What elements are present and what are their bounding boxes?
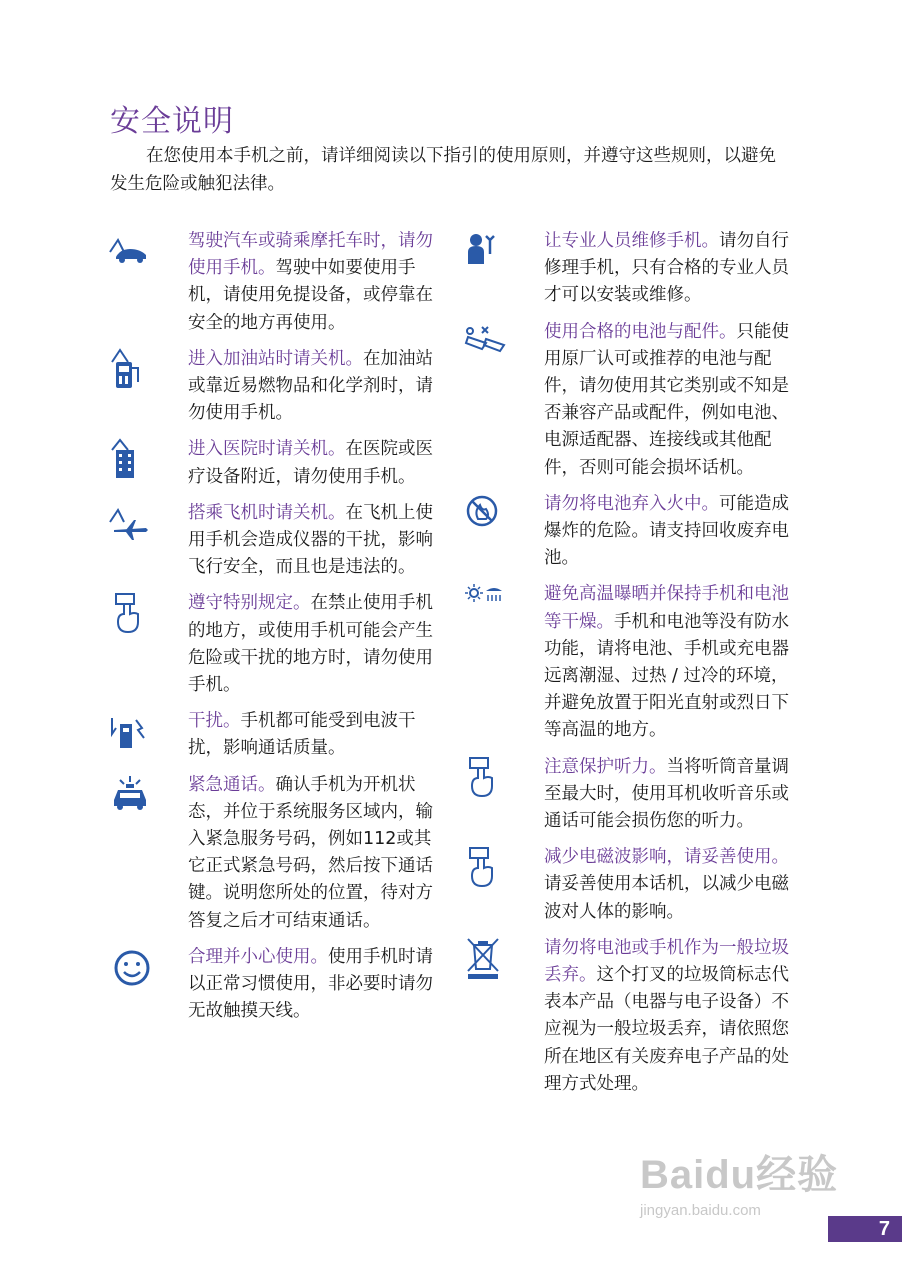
watermark-url: jingyan.baidu.com — [640, 1202, 761, 1219]
item-body: 在禁止使用手机的地方，或使用手机可能会产生危险或干扰的地方时，请勿使用手机。 — [188, 593, 433, 696]
sun-water-icon — [464, 583, 508, 627]
repair-technician-icon — [464, 230, 508, 274]
page-title: 安全说明 — [110, 104, 234, 139]
item-lead: 干扰。 — [188, 711, 241, 732]
safety-item-disposal — [464, 935, 798, 1098]
safety-item-driving — [108, 228, 438, 337]
safety-item-airplane — [108, 500, 438, 582]
item-body: 当将听筒音量调至最大时，使用耳机收听音乐或通话可能会损伤您的听力。 — [544, 756, 789, 832]
item-lead: 使用合格的电池与配件。 — [544, 321, 737, 342]
item-body: 在医院或医疗设备附近，请勿使用手机。 — [188, 439, 433, 487]
item-lead: 搭乘飞机时请关机。 — [188, 502, 346, 523]
safety-item-special-rules — [108, 590, 438, 699]
right-column — [464, 228, 798, 1107]
smiley-icon — [108, 946, 152, 990]
interference-icon — [108, 710, 152, 754]
car-icon — [108, 230, 152, 274]
safety-item-no-fire — [464, 491, 798, 573]
safety-item-hospital — [108, 436, 438, 490]
item-body: 使用手机时请以正常习惯使用，非必要时请勿无故触摸天线。 — [188, 946, 433, 1022]
safety-item-heat-moisture — [464, 581, 798, 744]
safety-item-careful-use — [108, 944, 438, 1026]
crossed-bin-icon — [464, 937, 508, 981]
left-column — [108, 228, 438, 1034]
item-body: 在飞机上使用手机会造成仪器的干扰，影响飞行安全，而且也是违法的。 — [188, 502, 433, 578]
fuel-pump-icon — [108, 348, 152, 392]
baidu-watermark — [640, 1152, 850, 1232]
safety-item-emergency — [108, 772, 438, 935]
item-lead: 进入加油站时请关机。 — [188, 348, 363, 369]
item-lead: 让专业人员维修手机。 — [544, 231, 719, 251]
item-lead: 驾驶汽车或骑乘摩托车时，请勿使用手机。 — [188, 231, 433, 279]
item-lead: 合理并小心使用。 — [188, 946, 328, 967]
item-body: 在加油站或靠近易燃物品和化学剂时，请勿使用手机。 — [188, 348, 433, 424]
safety-item-hearing — [464, 754, 798, 836]
safety-item-gas-station — [108, 346, 438, 428]
safety-item-professional-repair — [464, 228, 798, 310]
intro-paragraph: 在您使用本手机之前，请详细阅读以下指引的使用原则，并遵守这些规则，以避免发生危险或触犯法律。 — [110, 146, 776, 194]
watermark-brand: Baidu经验 — [640, 1153, 839, 1197]
item-body: 手机和电池等没有防水功能，请将电池、手机或充电器远离潮湿、过热 / 过冷的环境，并避免放置于阳光直射或烈日下等高温的地方。 — [544, 611, 789, 741]
item-lead: 注意保护听力。 — [544, 756, 667, 777]
item-lead: 请勿将电池弃入火中。 — [544, 493, 719, 514]
item-body: 手机都可能受到电波干扰，影响通话质量。 — [188, 711, 416, 759]
hearing-hand-icon — [464, 756, 508, 800]
hospital-icon — [108, 438, 152, 482]
battery-accessories-icon — [464, 321, 508, 365]
item-lead: 减少电磁波影响，请妥善使用。 — [544, 847, 789, 868]
item-body: 请妥善使用本话机，以减少电磁波对人体的影响。 — [544, 874, 789, 922]
item-body: 驾驶中如要使用手机，请使用免提设备，或停靠在安全的地方再使用。 — [188, 258, 433, 333]
em-hand-icon — [464, 846, 508, 890]
item-lead: 避免高温曝晒并保持手机和电池等干燥。 — [544, 584, 789, 632]
safety-item-em-waves — [464, 844, 798, 926]
item-lead: 请勿将电池或手机作为一般垃圾丢弃。 — [544, 937, 789, 986]
item-lead: 进入医院时请关机。 — [188, 439, 346, 460]
item-body: 可能造成爆炸的危险。请支持回收废弃电池。 — [544, 493, 789, 569]
item-body: 这个打叉的垃圾筒标志代表本产品（电器与电子设备）不应视为一般垃圾丢弃，请依照您所在地区有关废弃电子产品的处理方式处理。 — [544, 965, 789, 1094]
hand-rules-icon — [108, 592, 152, 636]
airplane-icon — [108, 502, 152, 546]
safety-item-interference — [108, 708, 438, 762]
no-fire-icon — [464, 493, 508, 537]
safety-item-battery-accessories — [464, 319, 798, 482]
item-body: 请勿自行修理手机，只有合格的专业人员才可以安装或维修。 — [544, 231, 789, 306]
item-body: 确认手机为开机状态，并位于系统服务区域内，输入紧急服务号码，例如112或其它正式紧急号码，然后按下通话键。说明您所处的位置，待对方答复之后才可结束通话。 — [188, 774, 433, 931]
emergency-vehicle-icon — [108, 774, 152, 818]
item-lead: 遵守特别规定。 — [188, 593, 311, 614]
page-number-badge: 7 — [828, 1216, 902, 1242]
item-body: 只能使用原厂认可或推荐的电池与配件，请勿使用其它类别或不知是否兼容产品或配件，例如电池、电源适配器、连接线或其他配件，否则可能会损坏话机。 — [544, 321, 789, 478]
item-lead: 紧急通话。 — [188, 774, 276, 795]
